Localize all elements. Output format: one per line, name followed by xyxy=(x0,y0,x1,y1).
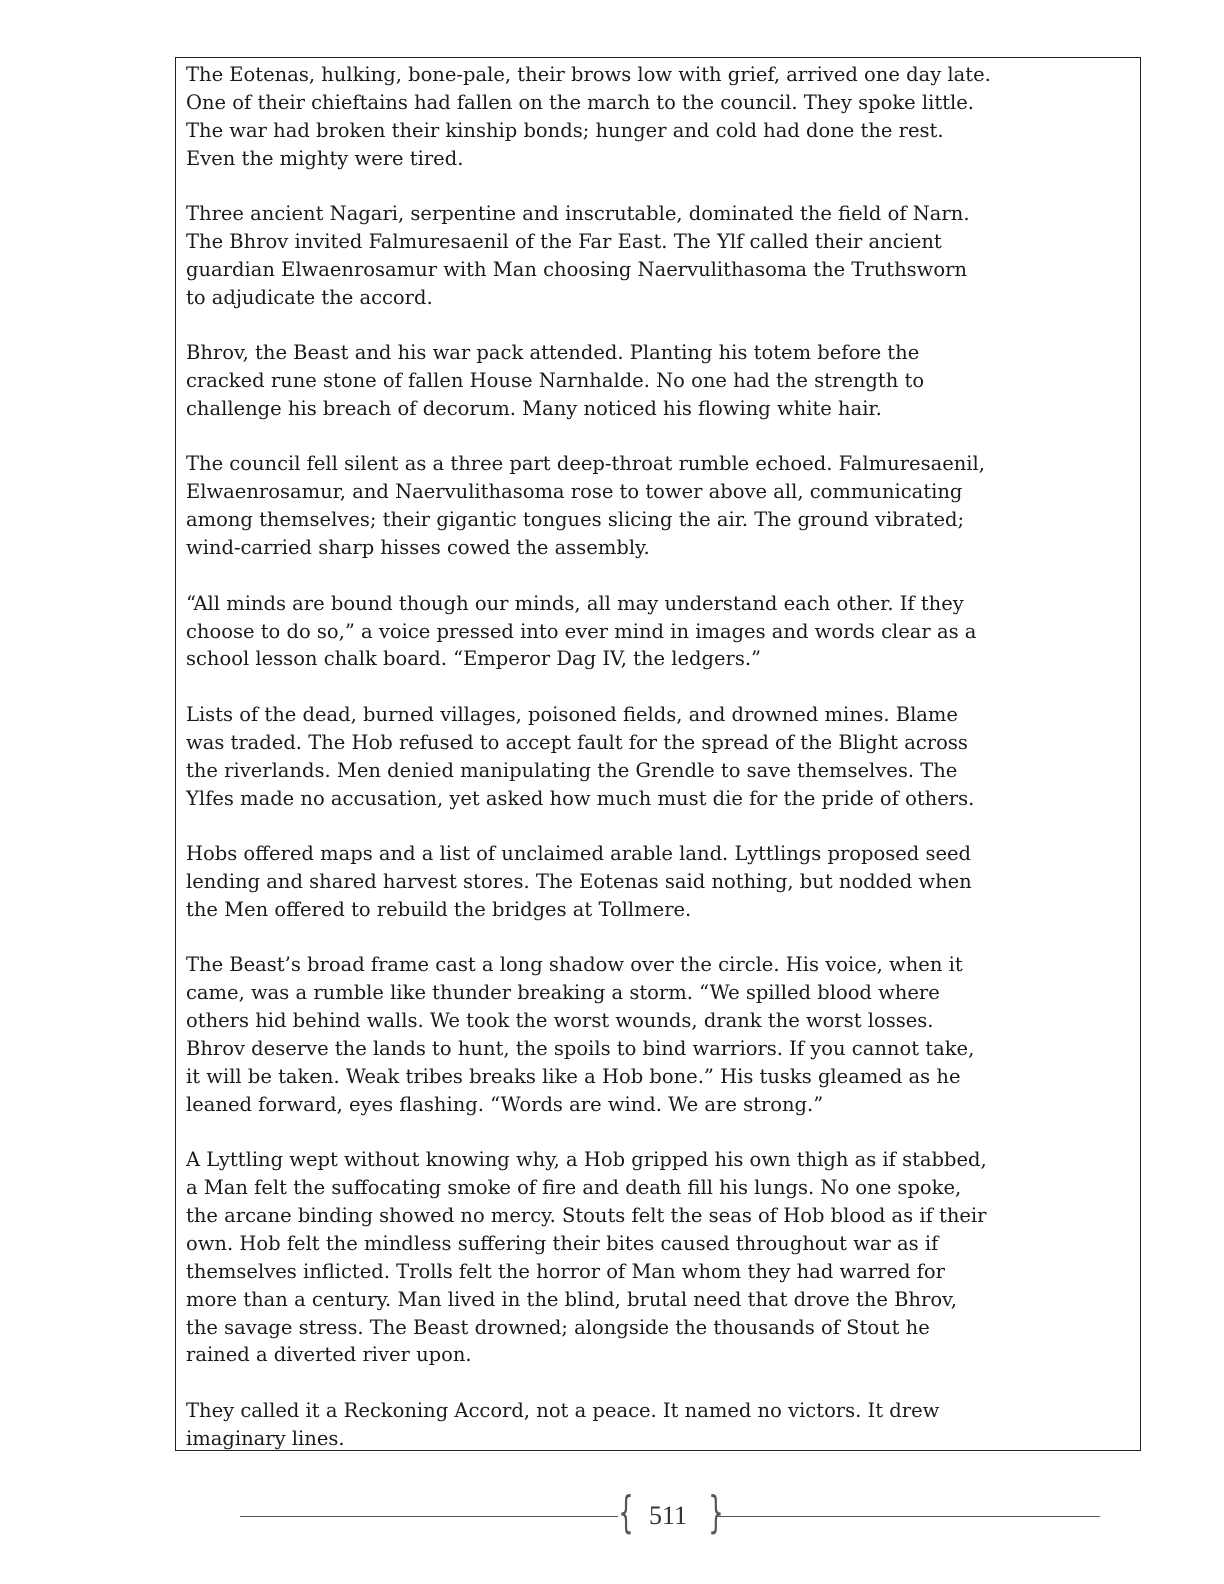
paragraph: The Eotenas, hulking, bone-pale, their brows low with grief, arrived one day late. One of their chieftains had fallen on the march to the council. They spoke little. The war had broken their kinship bonds; hunger and cold had done the rest. Even the mighty were tired. xyxy=(186,63,991,170)
paragraph: The Beast’s broad frame cast a long shadow over the circle. His voice, when it came, was a rumble like thunder breaking a storm. “We spilled blood where others hid behind walls. We took the worst wounds, drank the worst losses. Bhrov deserve the lands to hunt, the spoils to bind warriors. If you cannot take, it will be taken. Weak tribes breaks like a Hob bone.” His tusks gleamed as he leaned forward, eyes flashing. “Words are wind. We are strong.” xyxy=(186,953,975,1116)
text-frame xyxy=(175,57,1141,1451)
paragraph: They called it a Reckoning Accord, not a peace. It named no victors. It drew imaginary lines. xyxy=(186,1398,940,1450)
paragraph: Three ancient Nagari, serpentine and inscrutable, dominated the field of Narn. The Bhrov invited Falmuresaenil of the Far East. The Ylf called their ancient guardian Elwaenrosamur with Man choosing Naervulithasoma the Truthsworn to adjudicate the accord. xyxy=(186,202,970,309)
paragraph: Lists of the dead, burned villages, poisoned fields, and drowned mines. Blame was traded. The Hob refused to accept fault for the spread of the Blight across the riverlands. Men denied manipulating the Grendle to save themselves. The Ylfes made no accusation, yet asked how much must die for the pride of others. xyxy=(186,702,975,810)
footer-rule-left xyxy=(240,1516,618,1517)
paragraph: The council fell silent as a three part deep-throat rumble echoed. Falmuresaenil, Elwaenrosamur, and Naervulithasoma rose to tower above all, communicating among themselves; their gigantic tongues slicing the air. The ground vibrated; wind-carried sharp hisses cowed the assembly. xyxy=(186,452,985,560)
paragraph: Bhrov, the Beast and his war pack attended. Planting his totem before the cracked rune stone of fallen House Narnhalde. No one had the strength to challenge his breach of decorum. Many noticed his flowing white hair. xyxy=(186,341,925,421)
left-brace-ornament: { xyxy=(618,1487,634,1538)
footer-rule-right xyxy=(718,1516,1100,1517)
right-brace-ornament: } xyxy=(708,1487,724,1538)
page-footer xyxy=(240,1487,1100,1539)
paragraph: A Lyttling wept without knowing why, a Hob gripped his own thigh as if stabbed, a Man felt the suffocating smoke of fire and death fill his lungs. No one spoke, the arcane binding showed no mercy. Stouts felt the seas of Hob blood as if their own. Hob felt the mindless suffering their bites caused throughout war as if themselves inflicted. Trolls felt the horror of Man whom they had warred for more than a century. Man lived in the blind, brutal need that drove the Bhrov, the savage stress. The Beast drowned; alongside the thousands of Stout he rained a diverted river upon. xyxy=(186,1148,987,1367)
page-number: 511 xyxy=(648,1501,688,1530)
paragraph: Hobs offered maps and a list of unclaimed arable land. Lyttlings proposed seed lending and shared harvest stores. The Eotenas said nothing, but nodded when the Men offered to rebuild the bridges at Tollmere. xyxy=(186,841,972,921)
paragraph: “All minds are bound though our minds, all may understand each other. If they choose to do so,” a voice pressed into ever mind in images and words clear as a school lesson chalk board. “Emperor Dag IV, the ledgers.” xyxy=(186,591,977,671)
